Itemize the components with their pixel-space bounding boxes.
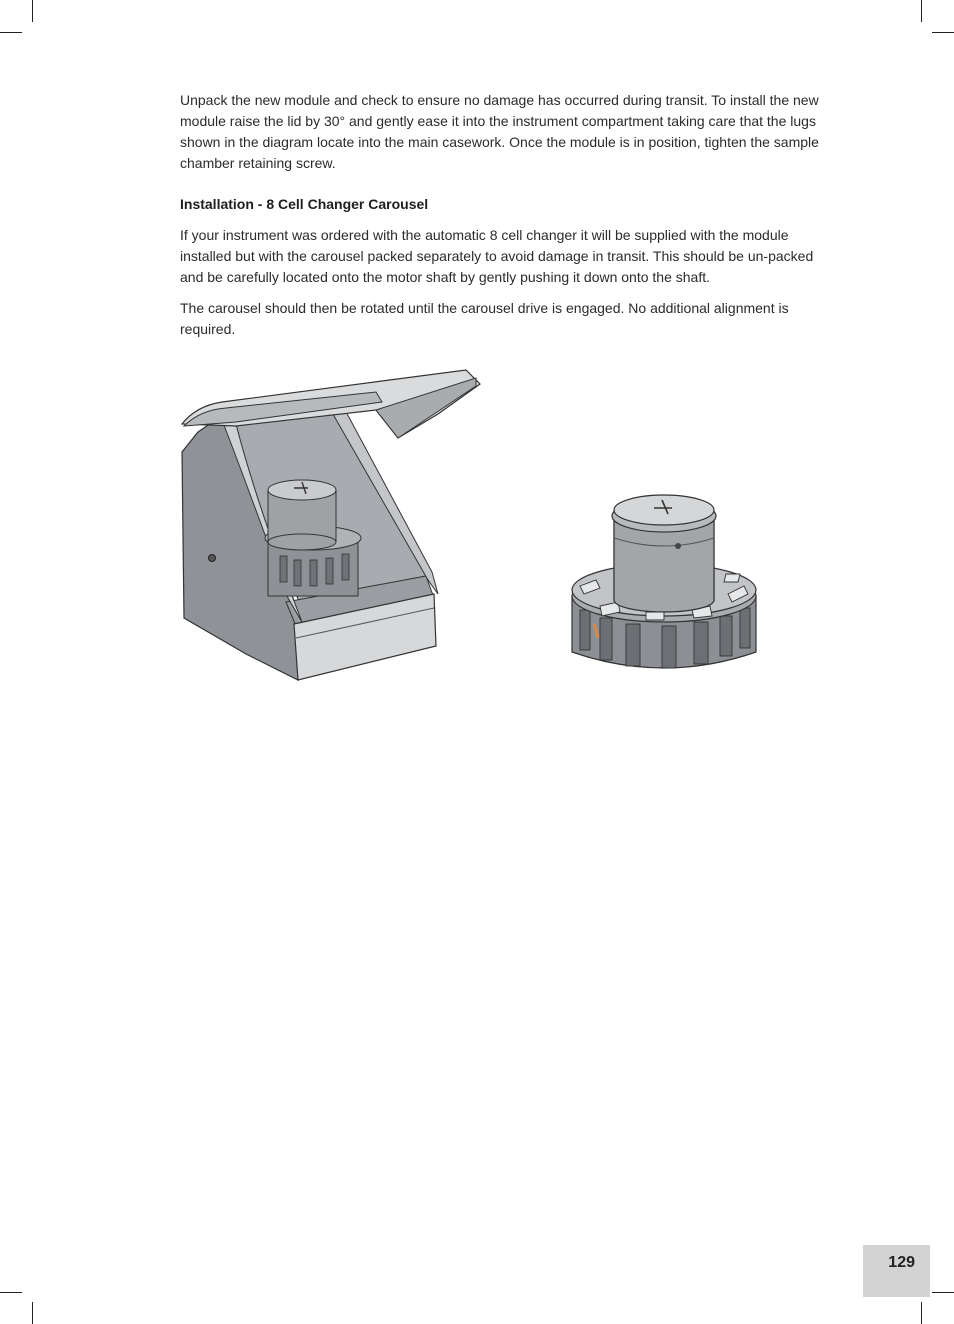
module-open-lid-illustration — [176, 362, 486, 684]
crop-mark — [32, 0, 33, 22]
page-number-box — [863, 1245, 930, 1297]
crop-mark — [921, 0, 922, 22]
page-number: 129 — [888, 1254, 915, 1271]
crop-mark — [932, 1292, 954, 1293]
crop-mark — [0, 1292, 22, 1293]
page-content — [180, 90, 836, 350]
carousel-paragraph-2: The carousel should then be rotated until the carousel drive is engaged. No additional alignment is required. — [180, 300, 789, 337]
crop-mark — [932, 32, 954, 33]
crop-mark — [32, 1302, 33, 1324]
section-heading: Installation - 8 Cell Changer Carousel — [180, 196, 429, 212]
crop-mark — [921, 1302, 922, 1324]
carousel-paragraph-1: If your instrument was ordered with the automatic 8 cell changer it will be supplied with the module installed but with the carousel packed separately to avoid damage in transit. This should be un-packed and be carefully located onto the motor shaft by gently pushing it down onto the shaft. — [180, 227, 814, 285]
cell-changer-carousel-illustration — [566, 488, 762, 680]
intro-paragraph: Unpack the new module and check to ensure no damage has occurred during transit. To install the new module raise the lid by 30° and gently ease it into the instrument compartment taking care that the lugs shown in the diagram locate into the main casework. Once the module is in position, tighten the sample chamber retaining screw. — [180, 92, 819, 171]
crop-mark — [0, 32, 22, 33]
